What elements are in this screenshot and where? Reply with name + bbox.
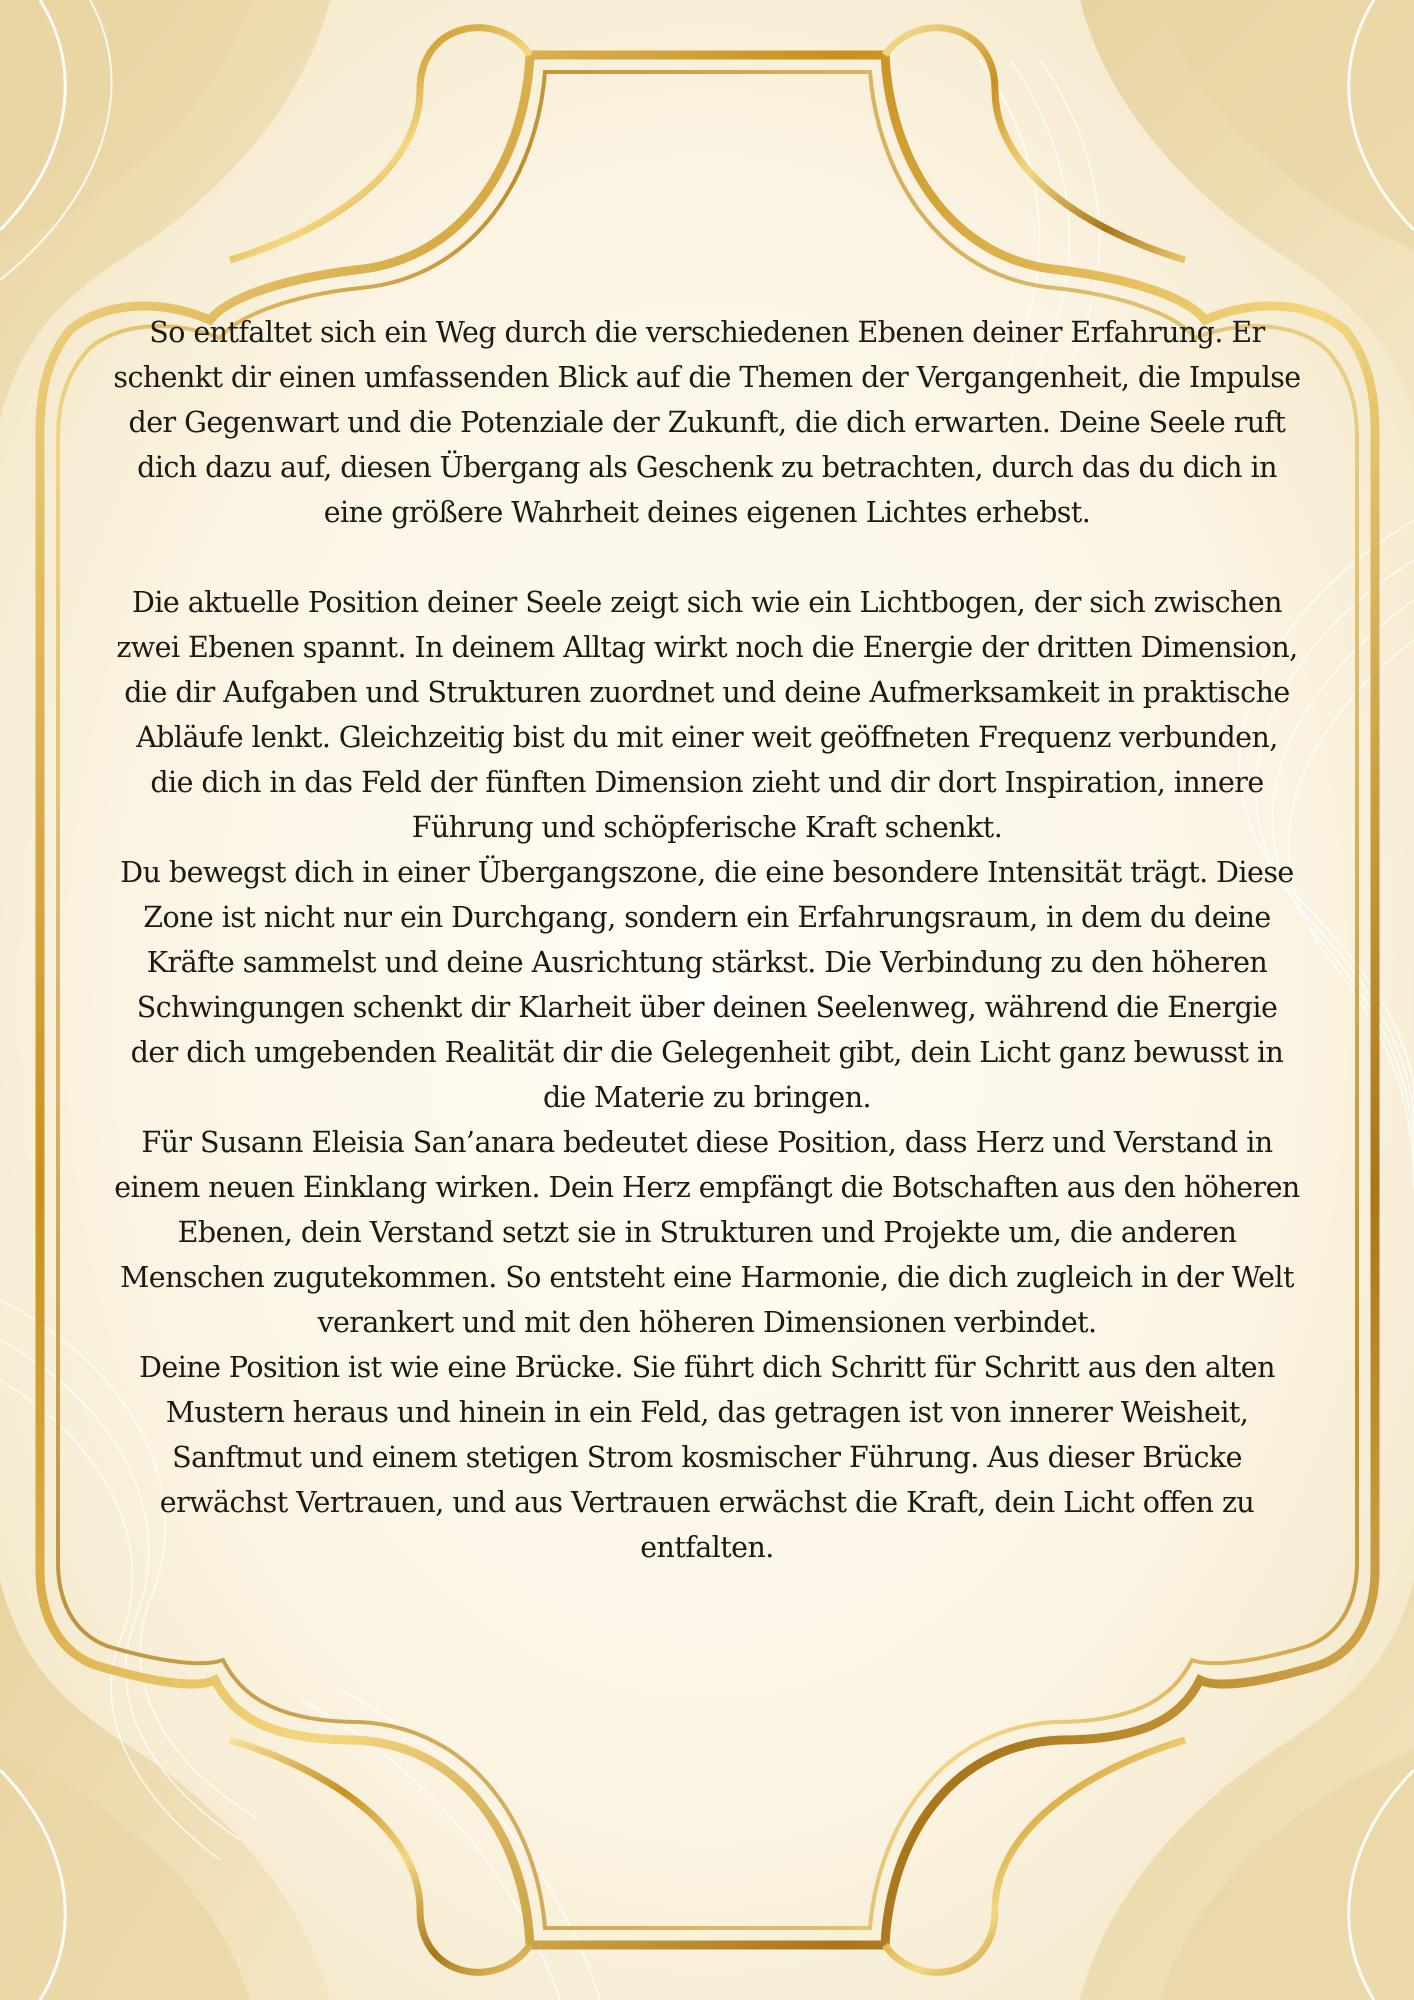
body-text bbox=[112, 310, 1302, 1710]
paragraph-4: Für Susann Eleisia San’anara bedeutet diese Position, dass Herz und Verstand in einem neuen Einklang wirken. Dein Herz empfängt die Botschaften aus den höheren Ebenen, dein Verstand setzt sie in Strukturen und Projekte um, die anderen Menschen zugutekommen. So entsteht eine Harmonie, die dich zugleich in der Welt verankert und mit den höheren Dimensionen verbindet. bbox=[114, 1126, 1300, 1339]
paragraph-1: So entfaltet sich ein Weg durch die verschiedenen Ebenen deiner Erfahrung. Er schenkt dir einen umfassenden Blick auf die Themen der Vergangenheit, die Impulse der Gegenwart und die Potenziale der Zukunft, die dich erwarten. Deine Seele ruft dich dazu auf, diesen Übergang als Geschenk zu betrachten, durch das du dich in eine größere Wahrheit deines eigenen Lichtes erhebst. bbox=[113, 316, 1301, 529]
paragraph-2: Die aktuelle Position deiner Seele zeigt sich wie ein Lichtbogen, der sich zwischen zwei Ebenen spannt. In deinem Alltag wirkt noch die Energie der dritten Dimension, die dir Aufgaben und Strukturen zuordnet und deine Aufmerksamkeit in praktische Abläufe lenkt. Gleichzeitig bist du mit einer weit geöffneten Frequenz verbunden, die dich in das Feld der fünften Dimension zieht und dir dort Inspiration, innere Führung und schöpferische Kraft schenkt. bbox=[116, 586, 1298, 844]
paragraph-3: Du bewegst dich in einer Übergangszone, die eine besondere Intensität trägt. Diese Zone ist nicht nur ein Durchgang, sondern ein Erfahrungsraum, in dem du deine Kräfte sammelst und deine Ausrichtung stärkst. Die Verbindung zu den höheren Schwingungen schenkt dir Klarheit über deinen Seelenweg, während die Energie der dich umgebenden Realität dir die Gelegenheit gibt, dein Licht ganz bewusst in die Materie zu bringen. bbox=[120, 856, 1294, 1114]
paragraph-5: Deine Position ist wie eine Brücke. Sie führt dich Schritt für Schritt aus den alten Mustern heraus und hinein in ein Feld, das getragen ist von innerer Weisheit, Sanftmut und einem stetigen Strom kosmischer Führung. Aus dieser Brücke erwächst Vertrauen, und aus Vertrauen erwächst die Kraft, dein Licht offen zu entfalten. bbox=[139, 1351, 1275, 1564]
